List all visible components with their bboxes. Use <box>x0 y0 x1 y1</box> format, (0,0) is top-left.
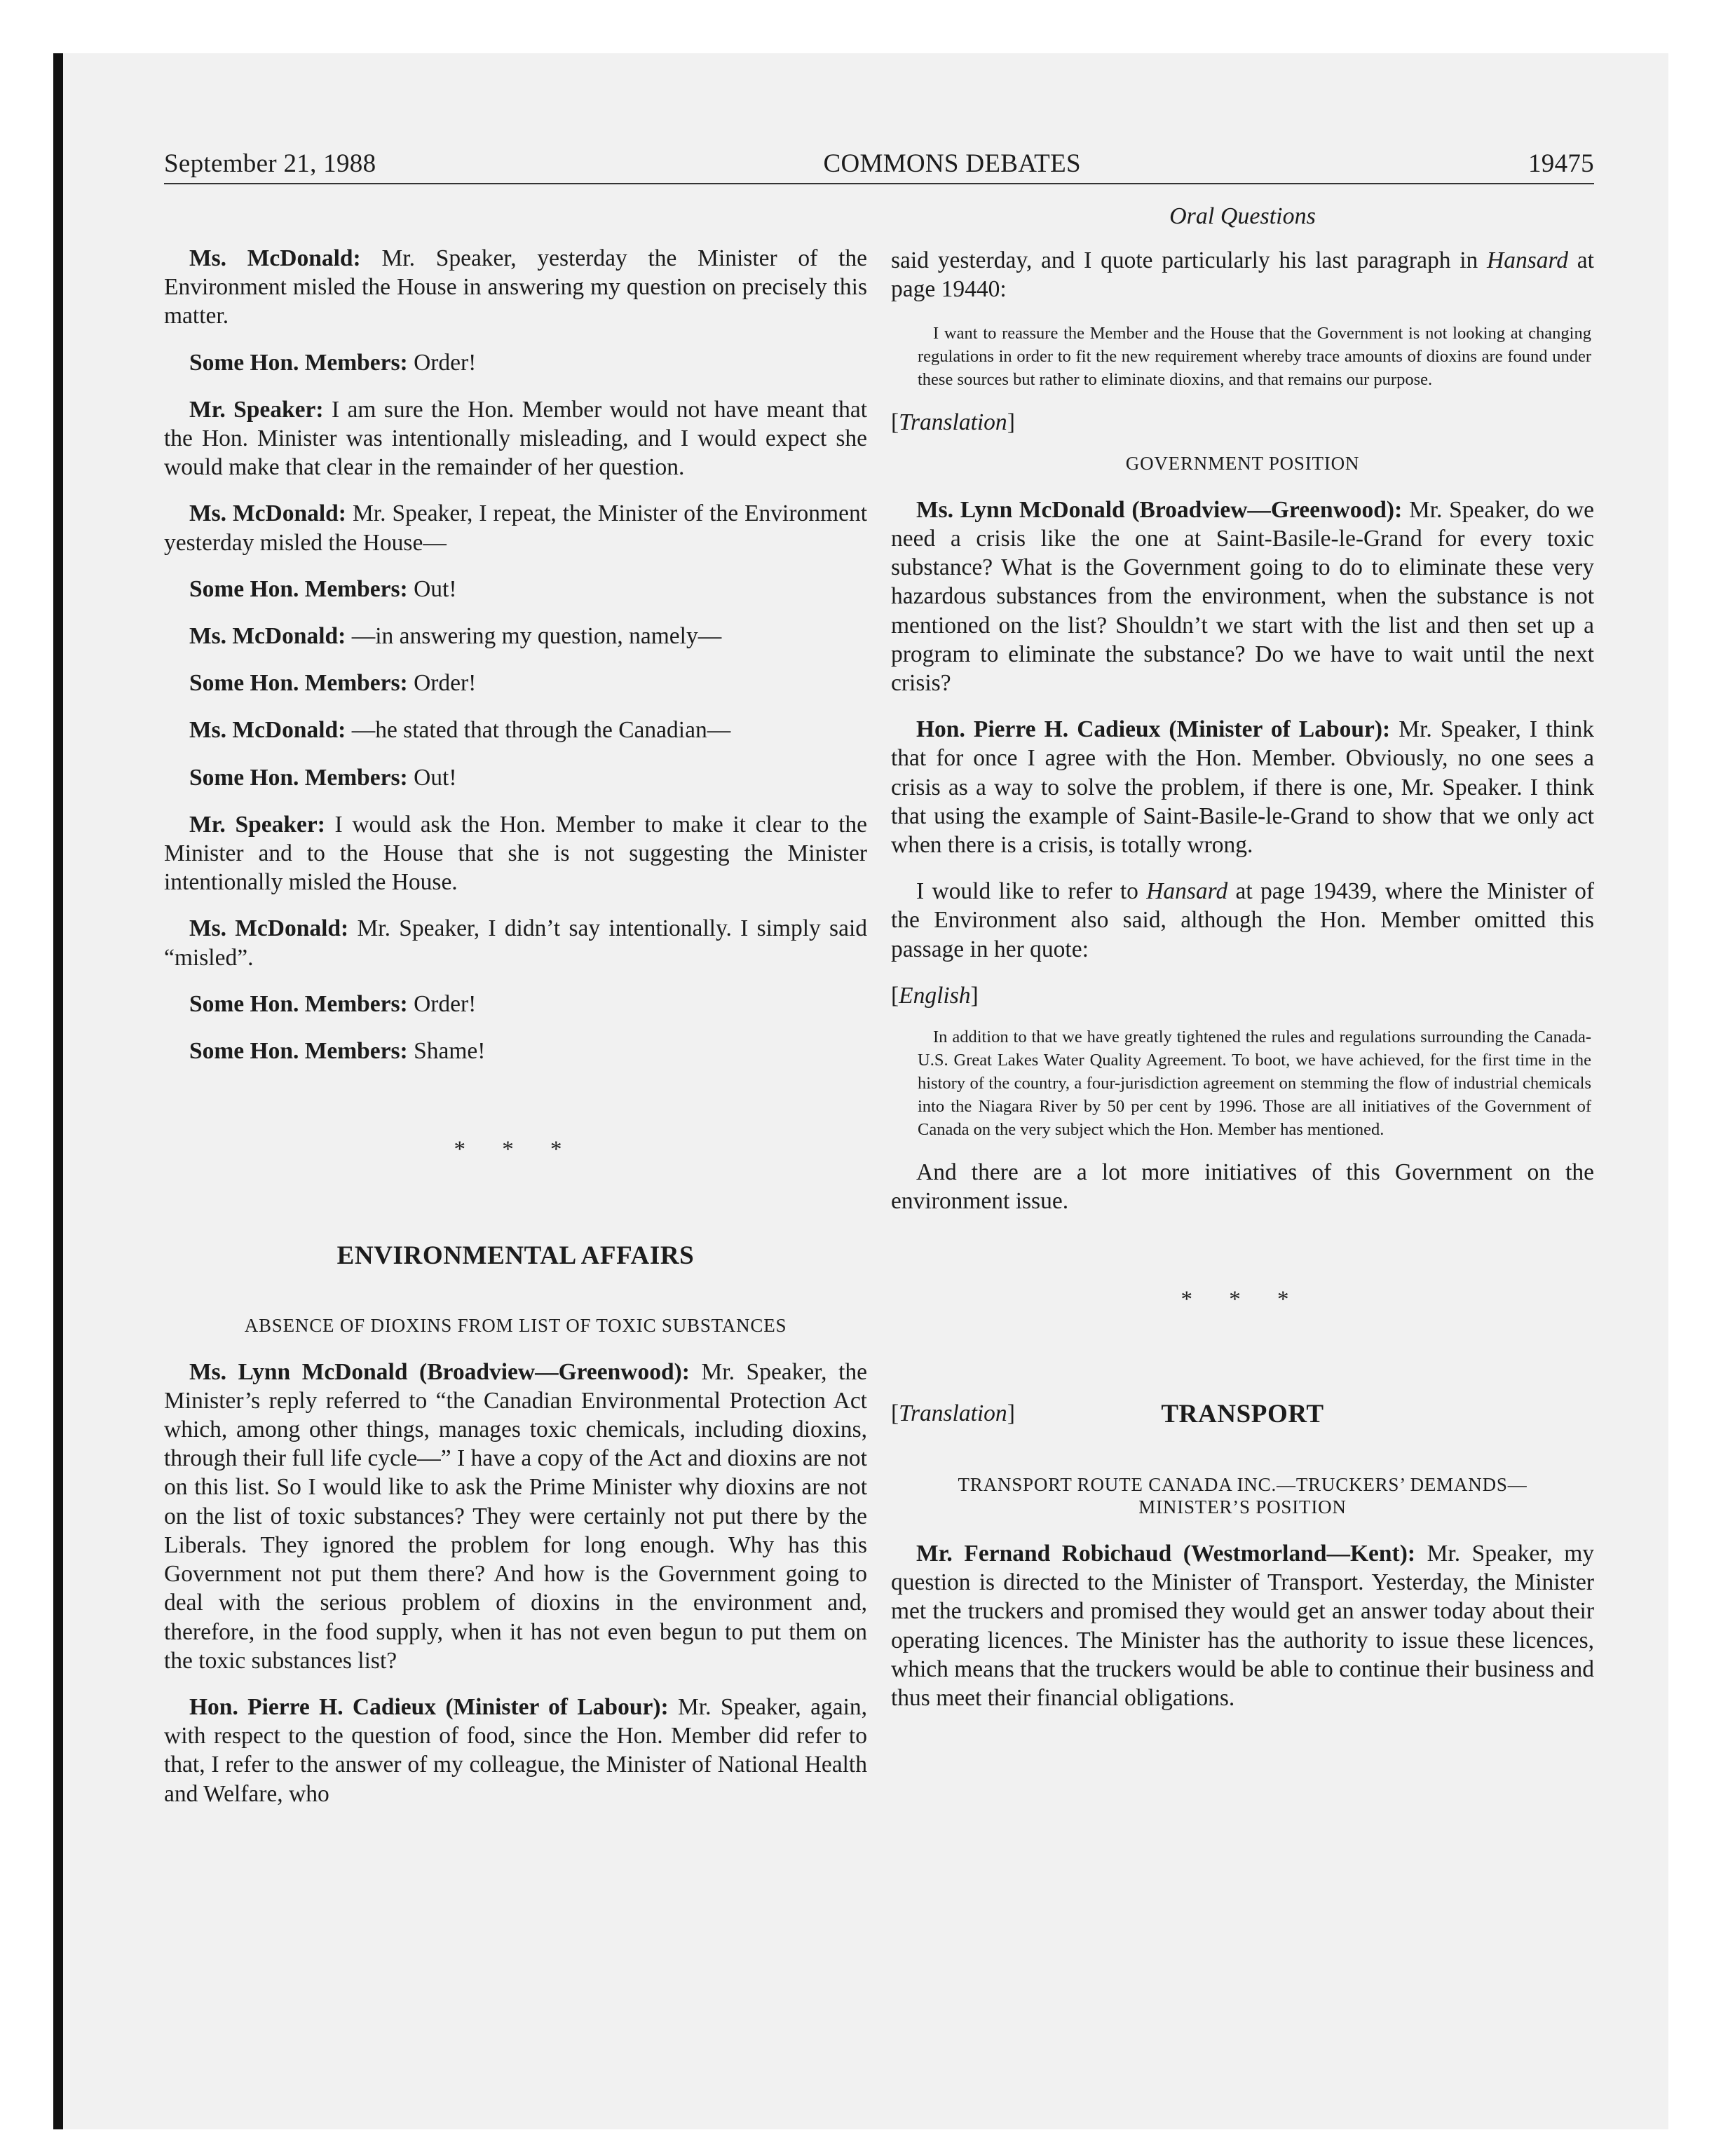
speech: —in answering my question, namely— <box>351 623 722 650</box>
scan-edge <box>53 53 63 2129</box>
speaker: Mr. Speaker: <box>189 811 325 838</box>
speaker: Ms. McDonald: <box>189 623 346 650</box>
subheading-line: MINISTER’S POSITION <box>1138 1496 1347 1518</box>
speech: Mr. Speaker, my question is directed to the Minister of Transport. Yesterday, the Minister met the truckers and promised they would get an answer today about their operating licences. The Minister has the authority to issue these licences, which means that the truckers would be able to continue their business and thus meet their financial obligations. <box>891 1541 1595 1712</box>
interjection <box>164 622 867 650</box>
section-separator: * * * <box>1181 1287 1305 1313</box>
bracket: [ <box>891 409 899 435</box>
paragraph <box>891 246 1594 303</box>
interjection <box>164 763 867 792</box>
right-column <box>891 202 1594 1730</box>
speaker: Ms. McDonald: <box>189 915 349 942</box>
page-header <box>164 149 1594 179</box>
speech: Mr. Speaker, the Minister’s reply referred to “the Canadian Environmental Protection Act which, among other things, manages toxic chemicals, including dioxins, through their full life cycle—” I have a copy of the Act and dioxins are not on this list. So I would like to ask the Prime Minister why dioxins are not on the list of toxic substances? They were certainly not put there by the Liberals. They ignored the problem for long enough. Why has this Government not put them there? And how is the Government going to deal with the serious problem of dioxins in the environment and, therefore, in the food supply, when it has not even begun to put them on the toxic substances list? <box>164 1358 867 1674</box>
speech: Mr. Speaker, do we need a crisis like the one at Saint-Basile-le-Grand for every toxic substance? What is the Government going to do to eliminate these very hazardous substances from the environment, when the substance is not mentioned on the list? Shouldn’t we start with the list and then set up a program to eliminate the substance? Do we have to wait until the next crisis? <box>891 496 1594 697</box>
section-separator: * * * <box>454 1137 578 1163</box>
paragraph <box>164 810 867 897</box>
speech: Mr. Speaker, again, with respect to the question of food, since the Hon. Member did refer to that, I refer to the answer of my colleague, the Minister of National Health and Welfare, who <box>164 1693 868 1807</box>
paragraph <box>891 1539 1594 1712</box>
header-date: September 21, 1988 <box>164 149 376 178</box>
interjection <box>164 669 867 697</box>
header-publication: COMMONS DEBATES <box>823 149 1081 178</box>
speaker: Ms. McDonald: <box>189 717 346 744</box>
speaker: Hon. Pierre H. Cadieux (Minister of Labour): <box>189 1693 669 1720</box>
paragraph <box>164 244 867 331</box>
text-run: at page 19440: <box>891 247 1594 303</box>
translation-tag <box>891 408 1594 437</box>
speaker: Some Hon. Members: <box>189 764 408 791</box>
bracket: [ <box>891 1400 899 1426</box>
paragraph <box>164 499 867 557</box>
speech: —he stated that through the Canadian— <box>351 717 731 744</box>
tag-label: English <box>899 982 971 1009</box>
speaker: Some Hon. Members: <box>189 349 408 376</box>
interjection <box>164 716 867 744</box>
speech: Out! <box>414 575 457 602</box>
section-subheading: GOVERNMENT POSITION <box>1125 452 1360 474</box>
left-column <box>164 244 867 1826</box>
paragraph <box>891 877 1594 964</box>
section-subheading: ABSENCE OF DIOXINS FROM LIST OF TOXIC SUBSTANCES <box>244 1314 787 1336</box>
speech: I am sure the Hon. Member would not have meant that the Hon. Minister was intentionally misleading, and I would expect she would make that clear in the remainder of her question. <box>164 396 868 481</box>
subheading-line: TRANSPORT ROUTE CANADA INC.—TRUCKERS’ DEMANDS— <box>958 1474 1528 1496</box>
paragraph: And there are a lot more initiatives of this Government on the environment issue. <box>891 1159 1594 1215</box>
tag-label: Translation <box>899 1400 1007 1426</box>
speaker: Some Hon. Members: <box>189 1038 408 1065</box>
speaker: Some Hon. Members: <box>189 575 408 602</box>
speaker: Mr. Fernand Robichaud (Westmorland—Kent): <box>916 1541 1416 1567</box>
speaker: Some Hon. Members: <box>189 990 408 1017</box>
interjection <box>164 348 867 377</box>
speech: Mr. Speaker, I think that for once I agree with the Hon. Member. Obviously, no one sees a crisis as a way to solve the problem, if there is one, Mr. Speaker. I think that using the example of Saint-Basile-le-Grand to show that we only act when there is a crisis, is totally wrong. <box>891 716 1595 859</box>
speech: Order! <box>414 349 477 376</box>
speaker: Ms. Lynn McDonald (Broadview—Greenwood): <box>916 496 1403 523</box>
text-run: at page 19439, where the Minister of the Environment also said, although the Hon. Member omitted this passage in her quote: <box>891 878 1594 962</box>
speech: Mr. Speaker, I repeat, the Minister of the Environment yesterday misled the House— <box>164 500 868 556</box>
section-heading: TRANSPORT <box>1161 1399 1324 1428</box>
bracket: ] <box>970 982 979 1009</box>
paragraph <box>164 395 867 482</box>
text-run: said yesterday, and I quote particularly his last paragraph in <box>891 247 1488 274</box>
speech: Shame! <box>414 1038 486 1065</box>
running-head: Oral Questions <box>1169 203 1316 229</box>
speaker: Some Hon. Members: <box>189 670 408 697</box>
text-run: I would like to refer to <box>916 878 1147 905</box>
block-quote: In addition to that we have greatly tightened the rules and regulations surrounding the Canada-U.S. Great Lakes Water Quality Agreement. To boot, we have achieved, for the first time in the history of the country, a four-jurisdiction agreement on stemming the flow of industrial chemicals into the Niagara River by 50 per cent by 1996. Those are all initiatives of the Government of Canada on the very subject which the Hon. Member has mentioned. <box>918 1028 1591 1140</box>
paragraph <box>164 914 867 971</box>
bracket: ] <box>1007 409 1015 435</box>
paragraph <box>891 715 1594 859</box>
paragraph <box>164 1693 867 1808</box>
speech: Out! <box>414 764 457 791</box>
tag-label: Translation <box>899 409 1007 435</box>
section-heading: ENVIRONMENTAL AFFAIRS <box>336 1241 695 1271</box>
paragraph <box>164 1358 867 1675</box>
speaker: Hon. Pierre H. Cadieux (Minister of Labour): <box>916 716 1391 743</box>
speaker: Ms. Lynn McDonald (Broadview—Greenwood): <box>189 1358 690 1385</box>
block-quote: I want to reassure the Member and the House that the Government is not looking at changing regulations in order to fit the new requirement whereby trace amounts of dioxins are found under these sources but rather to eliminate dioxins, and that remains our purpose. <box>918 323 1591 389</box>
hansard-italic: Hansard <box>1146 878 1228 905</box>
section-subheading <box>891 1473 1594 1518</box>
speech: I would ask the Hon. Member to make it clear to the Minister and to the House that she is not suggesting the Minister intentionally misled the House. <box>164 811 867 896</box>
header-rule <box>164 183 1594 184</box>
bracket: [ <box>891 982 899 1009</box>
speech: Order! <box>414 990 477 1017</box>
speaker: Ms. McDonald: <box>189 500 346 527</box>
speech: Mr. Speaker, yesterday the Minister of the Environment misled the House in answering my question on precisely this matter. <box>164 245 868 329</box>
paragraph <box>891 496 1594 697</box>
interjection <box>164 990 867 1018</box>
interjection <box>164 575 867 603</box>
language-tag <box>891 981 1594 1010</box>
hansard-italic: Hansard <box>1487 247 1569 274</box>
header-page-number: 19475 <box>1528 149 1594 178</box>
speech: Order! <box>414 670 477 697</box>
bracket: ] <box>1007 1400 1015 1426</box>
interjection <box>164 1037 867 1065</box>
speaker: Mr. Speaker: <box>189 396 324 423</box>
speaker: Ms. McDonald: <box>189 245 361 271</box>
speech: Mr. Speaker, I didn’t say intentionally. I simply said “misled”. <box>164 915 868 971</box>
